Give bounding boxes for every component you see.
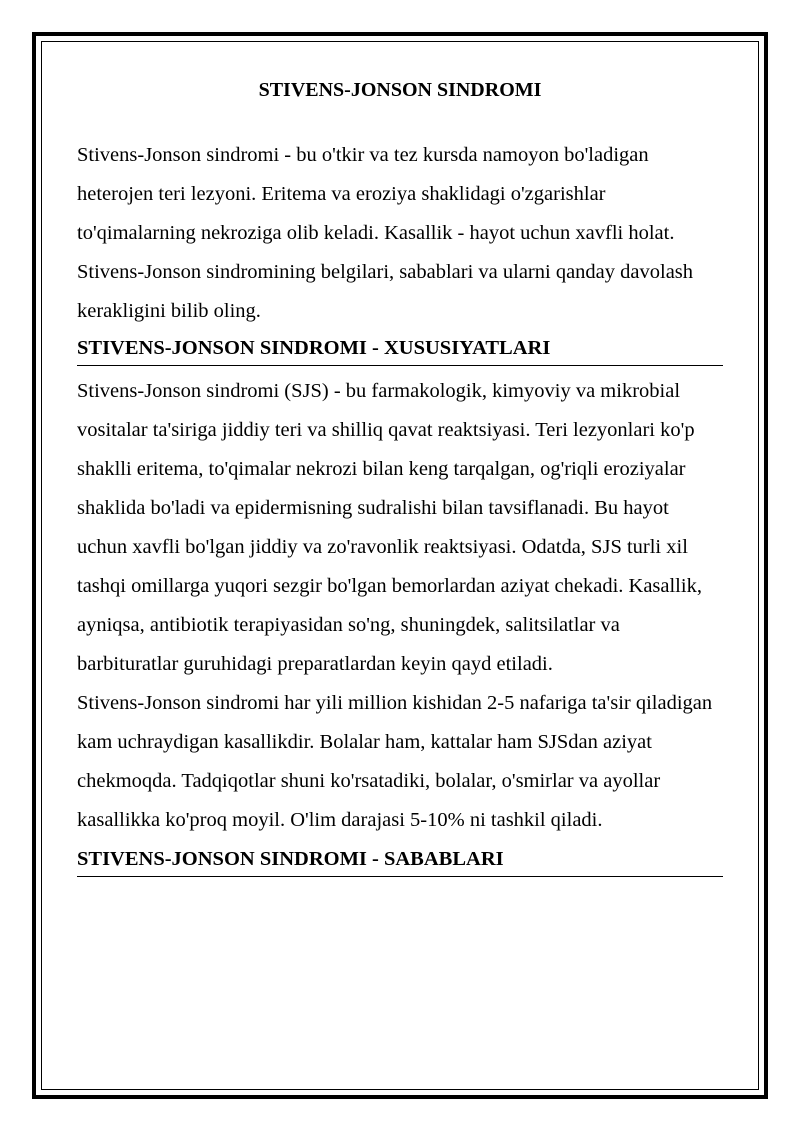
section-heading-sabablari: STIVENS-JONSON SINDROMI - SABABLARI <box>77 842 723 877</box>
section-heading-xususiyatlari: STIVENS-JONSON SINDROMI - XUSUSIYATLARI <box>77 331 723 366</box>
document-body <box>77 72 723 883</box>
section-paragraph: Stivens-Jonson sindromi (SJS) - bu farmakologik, kimyoviy va mikrobial vositalar ta'siriga jiddiy teri va shilliq qavat reaktsiyasi. Teri lezyonlari ko'p shaklli eritema, to'qimalar nekrozi bilan keng tarqalgan, og'riqli eroziyalar shaklida bo'ladi va epidermisning sudralishi bilan tavsiflanadi. Bu hayot uchun xavfli bo'lgan jiddiy va zo'ravonlik reaktsiyasi. Odatda, SJS turli xil tashqi omillarga yuqori sezgir bo'lgan bemorlardan aziyat chekadi. Kasallik, ayniqsa, antibiotik terapiyasidan so'ng, shuningdek, salitsilatlar va barbituratlar guruhidagi preparatlardan keyin qayd etiladi. <box>77 380 702 675</box>
intro-paragraph: Stivens-Jonson sindromi - bu o'tkir va tez kursda namoyon bo'ladigan heterojen teri lezyoni. Eritema va eroziya shaklidagi o'zgarishlar to'qimalarning nekroziga olib keladi. Kasallik - hayot uchun xavfli holat. Stivens-Jonson sindromining belgilari, sabablari va ularni qanday davolash kerakligini bilib oling. <box>77 144 694 322</box>
document-title: STIVENS-JONSON SINDROMI <box>258 79 542 101</box>
section-paragraph: Stivens-Jonson sindromi har yili million kishidan 2-5 nafariga ta'sir qiladigan kam uchraydigan kasallikdir. Bolalar ham, kattalar ham SJSdan aziyat chekmoqda. Tadqiqotlar shuni ko'rsatadiki, bolalar, o'smirlar va ayollar kasallikka ko'proq moyil. O'lim darajasi 5-10% ni tashkil qiladi. <box>77 692 713 831</box>
